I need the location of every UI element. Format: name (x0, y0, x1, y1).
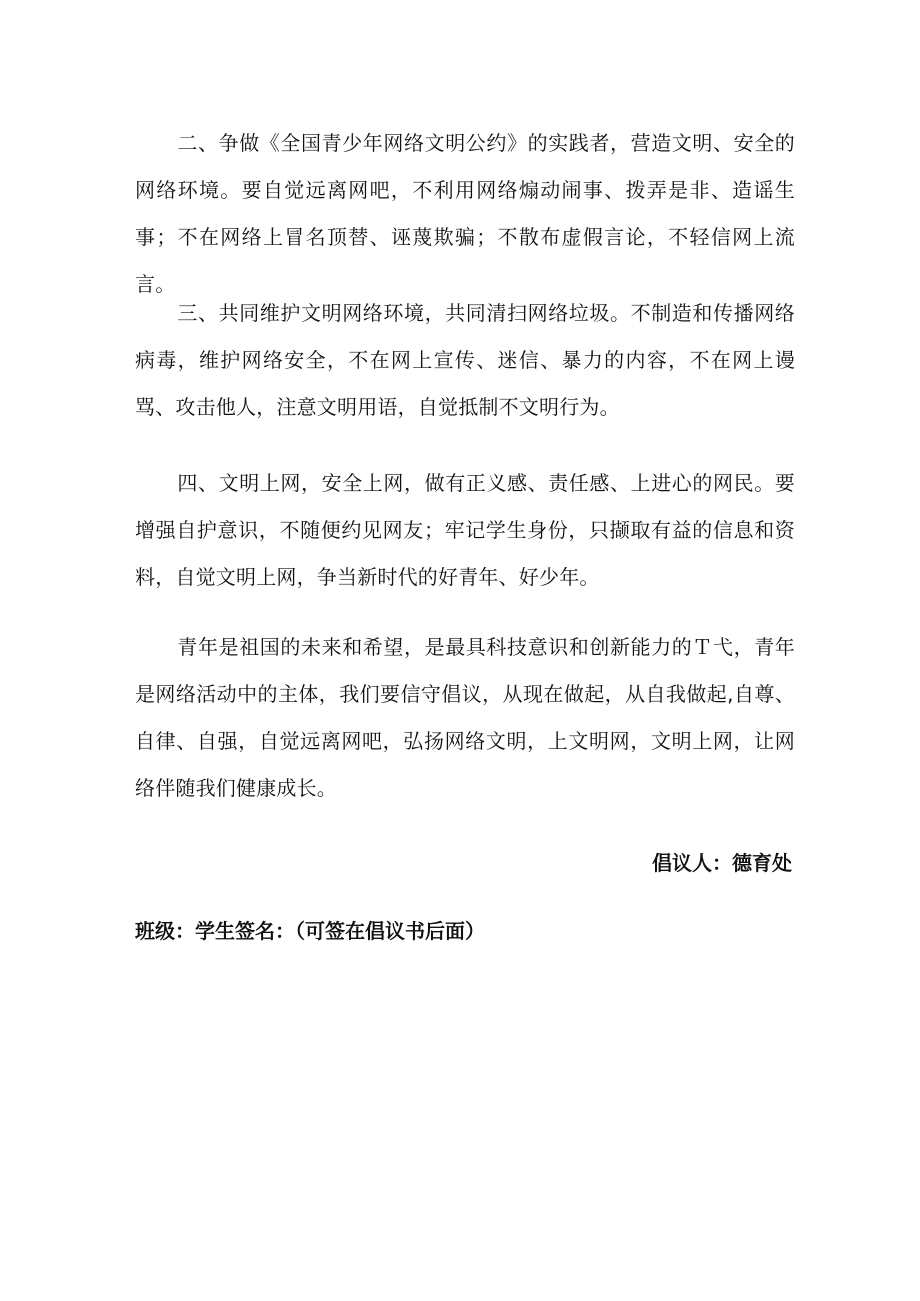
class-signature-line: 班级：学生签名：（可签在倡议书后面） (135, 919, 485, 943)
paragraph-4 (135, 460, 795, 601)
paragraph-text: 三、共同维护文明网络环境，共同清扫网络垃圾。不制造和传播网络病毒，维护网络安全，不在网上宣传、迷信、暴力的内容，不在网上谩骂、攻击他人，注意文明用语，自觉抵制不文明行为。 (135, 301, 795, 419)
closing-paragraph (135, 624, 795, 812)
signer-line: 倡议人：德育处 (652, 851, 792, 875)
paragraph-text: 二、争做《全国青少年网络文明公约》的实践者，营造文明、安全的网络环境。要自觉远离网吧，不利用网络煽动闹事、拨弄是非、造谣生事；不在网络上冒名顶替、诬蔑欺骗；不散布虚假言论，不轻信网上流言。 (135, 131, 795, 296)
paragraph-text: 青年是祖国的未来和希望，是最具科技意识和创新能力的Ｔ弋，青年是网络活动中的主体，我们要信守倡议，从现在做起，从自我做起,自尊、自律、自强，自觉远离网吧，弘扬网络文明，上文明网，文明上网，让网络伴随我们健康成长。 (135, 635, 795, 800)
paragraph-2 (135, 120, 795, 308)
paragraph-3 (135, 290, 795, 431)
paragraph-text: 四、文明上网，安全上网，做有正义感、责任感、上进心的网民。要增强自护意识，不随便约见网友；牢记学生身份，只撷取有益的信息和资料，自觉文明上网，争当新时代的好青年、好少年。 (135, 471, 795, 589)
